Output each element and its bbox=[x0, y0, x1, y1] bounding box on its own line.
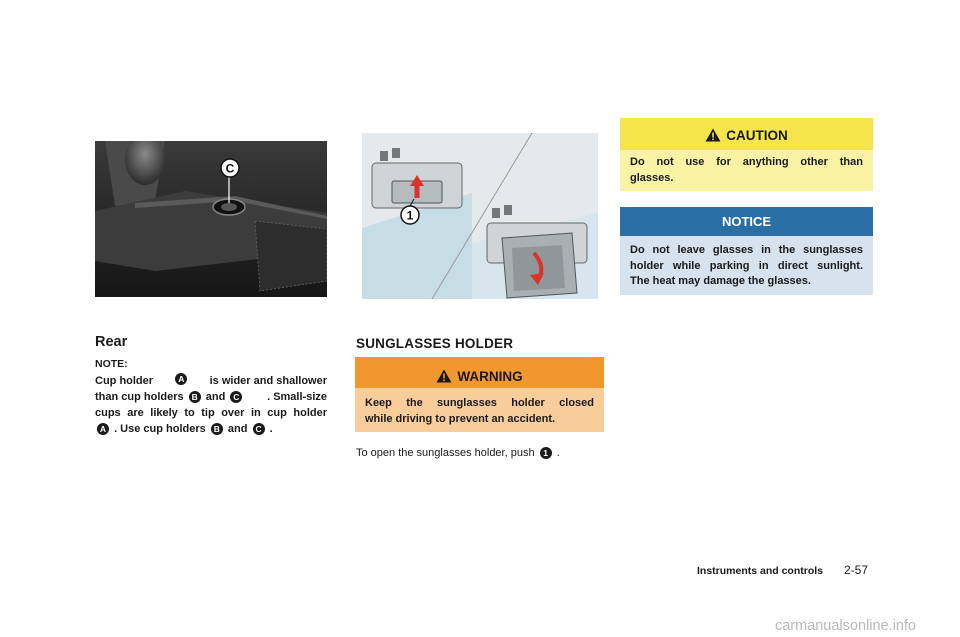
notice-line-2: holder while parking in direct sunlight. bbox=[630, 259, 863, 272]
rear-heading: Rear bbox=[95, 334, 128, 350]
notice-line-3: The heat may damage the glasses. bbox=[630, 275, 811, 287]
callout-badge-c: C bbox=[230, 391, 242, 403]
sunglasses-illustration bbox=[362, 133, 598, 299]
warning-line-2: while driving to prevent an accident. bbox=[365, 412, 556, 425]
footer-section-title: Instruments and controls bbox=[697, 565, 824, 577]
sunglasses-holder-image bbox=[362, 133, 598, 299]
notice-line-1: Do not leave glasses in the sunglasses bbox=[630, 244, 863, 256]
note-line-1: Cup holder A is wider and shallower bbox=[95, 374, 327, 387]
note-line-3: cups are likely to tip over in cup holder bbox=[95, 407, 327, 419]
sunglasses-holder-heading: SUNGLASSES HOLDER bbox=[356, 336, 514, 351]
caution-line-1: Do not use for anything other than bbox=[630, 156, 863, 168]
callout-badge-b: B bbox=[211, 423, 223, 435]
callout-badge-b: B bbox=[189, 391, 201, 403]
page-number: 2-57 bbox=[844, 563, 869, 577]
watermark: carmanualsonline.info bbox=[774, 618, 916, 634]
callout-c-label: C bbox=[225, 161, 235, 176]
cup-holder-console-image bbox=[95, 141, 327, 297]
instruction-text: To open the sunglasses holder, push 1 . bbox=[356, 447, 560, 459]
callout-1-label: 1 bbox=[406, 208, 414, 223]
warning-icon bbox=[436, 369, 452, 383]
warning-header bbox=[355, 357, 604, 388]
callout-badge-a: A bbox=[97, 423, 109, 435]
warning-title: WARNING bbox=[457, 369, 523, 384]
note-label: NOTE: bbox=[95, 358, 128, 370]
warning-body bbox=[355, 388, 604, 432]
note-line-4: A . Use cup holders B and C . bbox=[95, 421, 273, 437]
warning-line-1: Keep the sunglasses holder closed bbox=[365, 397, 594, 409]
note-line-2: than cup holders B and C . Small-size bbox=[95, 391, 327, 403]
caution-header bbox=[620, 118, 873, 150]
caution-line-2: glasses. bbox=[630, 171, 674, 184]
notice-header: NOTICE bbox=[620, 207, 873, 236]
callout-badge-a: A bbox=[175, 373, 187, 385]
caution-title: CAUTION bbox=[726, 128, 788, 143]
notice-body bbox=[620, 236, 873, 295]
caution-body bbox=[620, 150, 873, 191]
callout-badge-c: C bbox=[253, 423, 265, 435]
note-paragraph bbox=[95, 373, 327, 437]
caution-icon bbox=[705, 128, 721, 142]
callout-badge-1: 1 bbox=[540, 447, 552, 459]
console-illustration bbox=[95, 141, 327, 297]
